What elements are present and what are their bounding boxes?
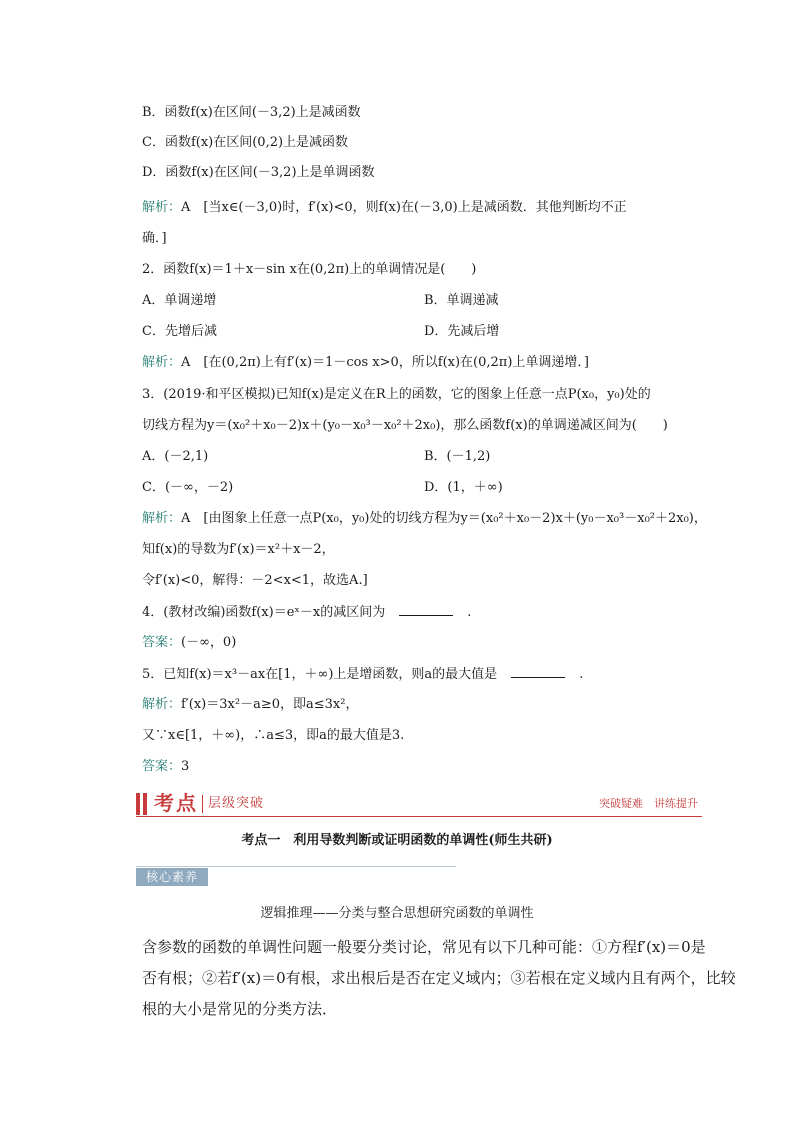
analysis-label: 解析： bbox=[142, 511, 182, 526]
body-para-line1: 含参数的函数的单调性问题一般要分类讨论，常见有以下几种可能：①方程f′(x)＝0是 bbox=[142, 938, 706, 956]
q1-analysis-line1: 解析：A [当x∈(－3,0)时，f′(x)<0，则f(x)在(－3,0)上是减函数．其他判断均不正 bbox=[142, 200, 627, 215]
analysis-label: 解析： bbox=[142, 697, 182, 712]
q3-analysis-line1: 解析：A [由图象上任意一点P(x₀，y₀)处的切线方程为y＝(x₀²＋x₀－2)x＋(y₀－x₀³－x₀²＋2x₀)， bbox=[142, 511, 707, 526]
section-title: 考点 bbox=[154, 791, 198, 815]
body-para-line2: 否有根；②若f′(x)＝0有根，求出根后是否在定义域内；③若根在定义域内且有两个，比较 bbox=[142, 969, 736, 987]
core-line bbox=[136, 866, 456, 867]
body-para-line3: 根的大小是常见的分类方法． bbox=[142, 1000, 338, 1018]
section-subtitle: 层级突破 bbox=[208, 796, 265, 811]
q3-option-a: A．(－2,1) bbox=[142, 449, 209, 464]
q3-option-c: C．(－∞，－2) bbox=[142, 480, 234, 495]
q2-option-b: B．单调递减 bbox=[424, 293, 499, 308]
analysis-label: 解析： bbox=[142, 200, 182, 215]
answer-blank bbox=[511, 665, 565, 678]
section-bars-icon bbox=[136, 793, 150, 815]
core-literacy-band bbox=[136, 866, 456, 886]
option-d: D．函数f(x)在区间(－3,2)上是单调函数 bbox=[142, 165, 375, 180]
option-c: C．函数f(x)在区间(0,2)上是减函数 bbox=[142, 135, 349, 150]
q5-answer: 答案：3 bbox=[142, 759, 190, 774]
q4-stem: 4．(教材改编)函数f(x)＝eˣ－x的减区间为 . bbox=[142, 605, 472, 620]
q3-option-b: B．(－1,2) bbox=[424, 449, 491, 464]
answer-label: 答案： bbox=[142, 635, 182, 650]
q3-analysis-line3: 令f′(x)<0，解得：－2<x<1，故选A.] bbox=[142, 573, 368, 588]
q2-analysis: 解析：A [在(0,2π)上有f′(x)＝1－cos x>0，所以f(x)在(0,2π)上单调递增．] bbox=[142, 355, 589, 370]
q2-stem: 2．函数f(x)＝1＋x－sin x在(0,2π)上的单调情况是( ) bbox=[142, 262, 477, 277]
section-header bbox=[136, 791, 702, 817]
section-underline bbox=[136, 816, 702, 817]
q3-stem-line2: 切线方程为y＝(x₀²＋x₀－2)x＋(y₀－x₀³－x₀²＋2x₀)，那么函数f(x)的单调递减区间为( ) bbox=[142, 418, 668, 433]
q2-option-a: A．单调递增 bbox=[142, 293, 217, 308]
q3-stem-line1: 3．(2019·和平区模拟)已知f(x)是定义在R上的函数，它的图象上任意一点P(x₀，y₀)处的 bbox=[142, 387, 651, 402]
kaodian-heading: 考点一 利用导数判断或证明函数的单调性(师生共研) bbox=[241, 833, 553, 848]
answer-label: 答案： bbox=[142, 759, 182, 774]
q3-analysis-line2: 知f(x)的导数为f′(x)＝x²＋x－2， bbox=[142, 542, 335, 557]
analysis-label: 解析： bbox=[142, 355, 182, 370]
answer-blank bbox=[399, 603, 453, 616]
q5-analysis-line2: 又∵x∈[1，＋∞)，∴a≤3，即a的最大值是3. bbox=[142, 728, 405, 743]
option-b: B．函数f(x)在区间(－3,2)上是减函数 bbox=[142, 105, 361, 120]
q5-analysis-line1: 解析：f′(x)＝3x²－a≥0，即a≤3x²， bbox=[142, 697, 359, 712]
theme-title: 逻辑推理——分类与整合思想研究函数的单调性 bbox=[260, 906, 534, 921]
q4-answer: 答案：(－∞，0) bbox=[142, 635, 237, 650]
q5-stem: 5．已知f(x)＝x³－ax在[1，＋∞)上是增函数，则a的最大值是 . bbox=[142, 667, 584, 682]
q2-option-d: D．先减后增 bbox=[424, 324, 500, 339]
q3-option-d: D．(1，＋∞) bbox=[424, 480, 503, 495]
q2-option-c: C．先增后减 bbox=[142, 324, 217, 339]
section-divider bbox=[202, 795, 203, 813]
core-literacy-label: 核心素养 bbox=[136, 868, 208, 886]
section-right-tag: 突破疑难 讲练提升 bbox=[599, 797, 698, 810]
q1-analysis-line2: 确．] bbox=[142, 231, 167, 246]
